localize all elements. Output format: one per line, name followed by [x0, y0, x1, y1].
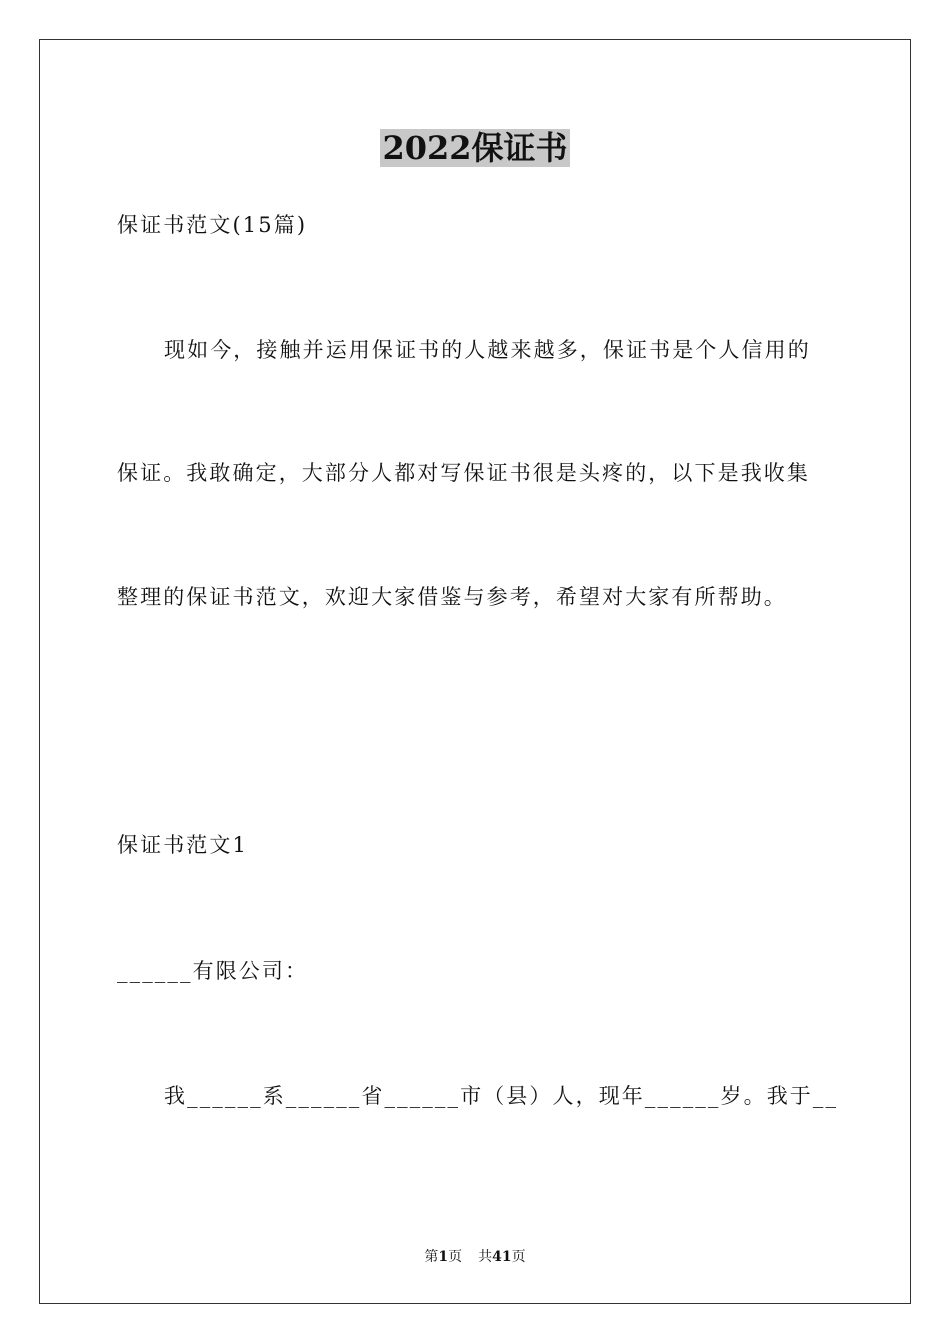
total-prefix: 共 — [478, 1249, 493, 1265]
page-prefix: 第 — [424, 1249, 439, 1265]
page-footer — [0, 1247, 950, 1267]
document-subtitle: 保证书范文(15篇) — [117, 213, 308, 237]
page-number: 1 — [438, 1249, 449, 1265]
intro-line-3: 整理的保证书范文，欢迎大家借鉴与参考，希望对大家有所帮助。 — [117, 585, 787, 609]
document-title-text: 2022保证书 — [382, 129, 568, 167]
total-pages: 41 — [492, 1249, 512, 1265]
document-title — [0, 126, 950, 170]
body-line: 我______系______省______市（县）人，现年______岁。我于__ — [164, 1084, 839, 1108]
intro-line-1: 现如今，接触并运用保证书的人越来越多，保证书是个人信用的 — [164, 338, 811, 362]
total-suffix: 页 — [511, 1249, 526, 1265]
salutation-line: ______有限公司： — [117, 959, 309, 983]
page-suffix: 页 — [448, 1249, 463, 1265]
section-heading: 保证书范文1 — [117, 833, 248, 857]
intro-line-2: 保证。我敢确定，大部分人都对写保证书很是头疼的，以下是我收集 — [117, 461, 810, 485]
